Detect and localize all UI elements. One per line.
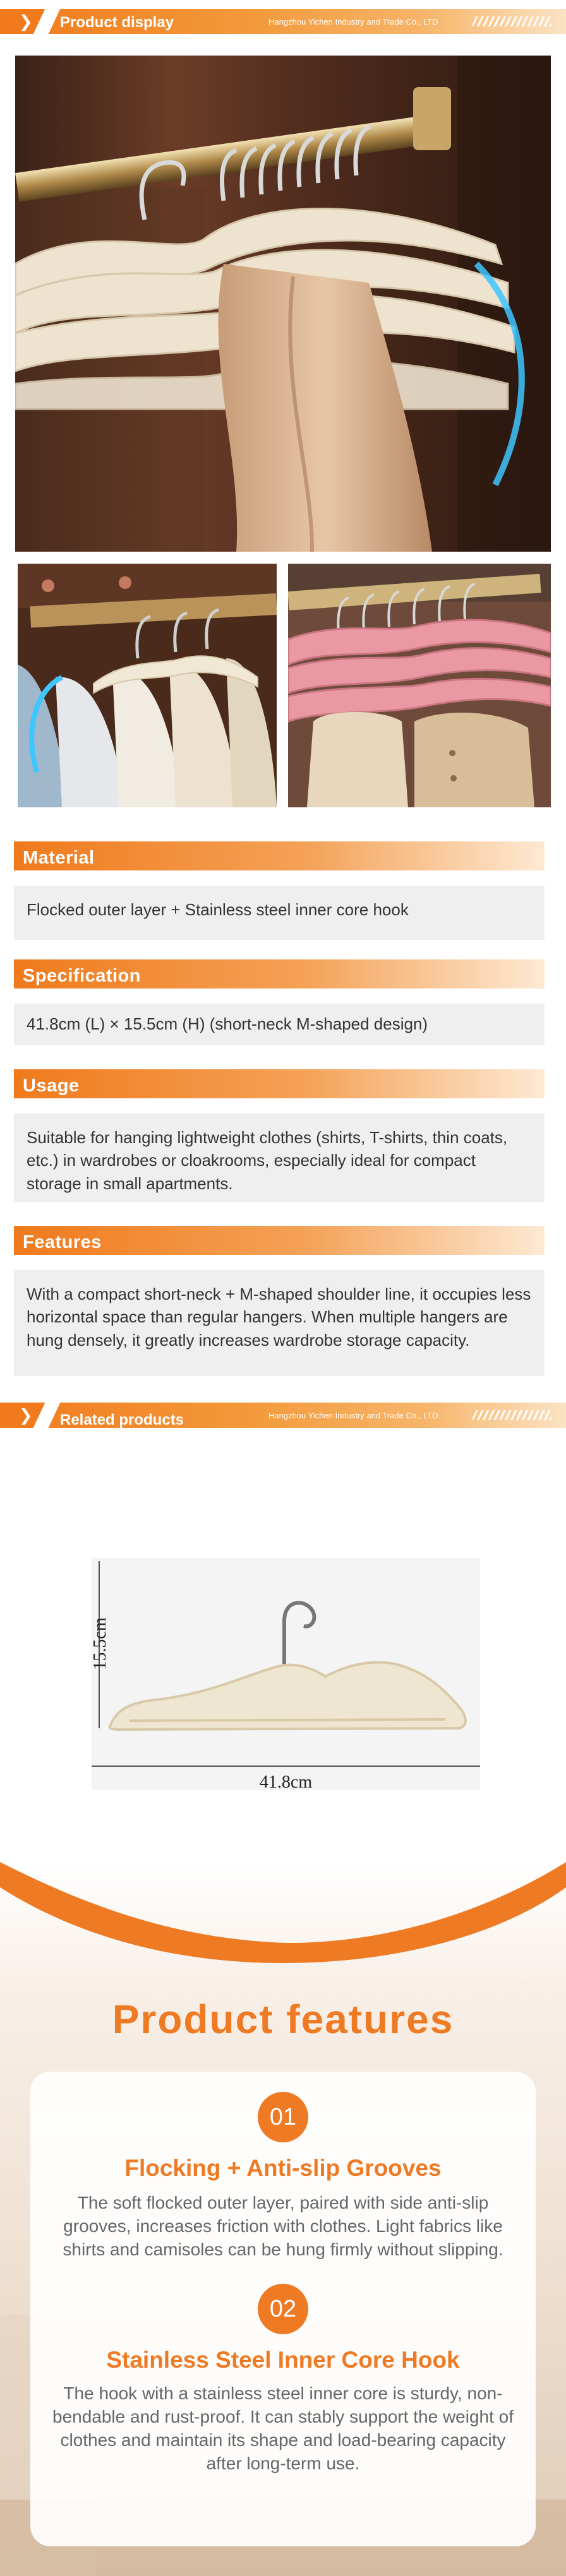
feature-number-badge: 01 (258, 2092, 308, 2142)
main-product-photo (15, 56, 551, 552)
product-features-banner (0, 1862, 566, 2576)
feature-heading: Stainless Steel Inner Core Hook (106, 2347, 460, 2373)
dimension-length-label: 41.8cm (259, 1772, 313, 1792)
section-body-material: Flocked outer layer + Stainless steel inner core hook (14, 886, 545, 940)
feature-number-badge: 02 (258, 2284, 308, 2334)
section-body-features: With a compact short-neck + M-shaped shoulder line, it occupies less horizontal space than regular hangers. When multiple hangers are hung densely, it greatly increases wardrobe storage capacity. (14, 1270, 545, 1376)
section-header-title: Related products (60, 1411, 184, 1428)
section-body-usage: Suitable for hanging lightweight clothes (shirts, T-shirts, thin coats, etc.) in wardrobes or cloakrooms, especially ideal for compact storage in small apartments. (14, 1113, 545, 1202)
section-title-usage: Usage (14, 1069, 545, 1098)
company-name: Hangzhou Yichen Industry and Trade Co., LTD (268, 17, 438, 27)
header-bar-product-display (0, 9, 566, 34)
company-name: Hangzhou Yichen Industry and Trade Co., LTD (268, 1411, 438, 1420)
features-card (30, 2072, 536, 2546)
section-title-features: Features (14, 1226, 545, 1255)
dimension-diagram (92, 1558, 480, 1790)
chevron-right-icon: ❯ (19, 13, 33, 32)
feature-text: The soft flocked outer layer, paired with side anti-slip grooves, increases friction with clothes. Light fabrics like shirts and camisoles can be hung firmly without slipping. (63, 2193, 503, 2259)
hanger-photo-pink (288, 564, 551, 807)
feature-text: The hook with a stainless steel inner core is sturdy, non-bendable and rust-proof. It can stably support the weight of clothes and maintain its shape and load-bearing capacity after long-term use. (52, 2383, 514, 2473)
section-title-material: Material (14, 841, 545, 870)
feature-heading: Flocking + Anti-slip Grooves (124, 2155, 442, 2181)
dimension-height-label: 15.5cm (90, 1617, 110, 1670)
section-title-specification: Specification (14, 959, 545, 988)
hanger-photo-cream (18, 564, 277, 807)
decorative-stripes (473, 1410, 551, 1420)
header-bar-related-products (0, 1403, 566, 1428)
product-features-title: Product features (112, 1997, 454, 2042)
section-header-title: Product display (60, 14, 174, 31)
chevron-right-icon: ❯ (19, 1406, 33, 1425)
decorative-stripes (473, 16, 551, 27)
section-body-specification: 41.8cm (L) × 15.5cm (H) (short-neck M-shaped design) (14, 1004, 545, 1045)
